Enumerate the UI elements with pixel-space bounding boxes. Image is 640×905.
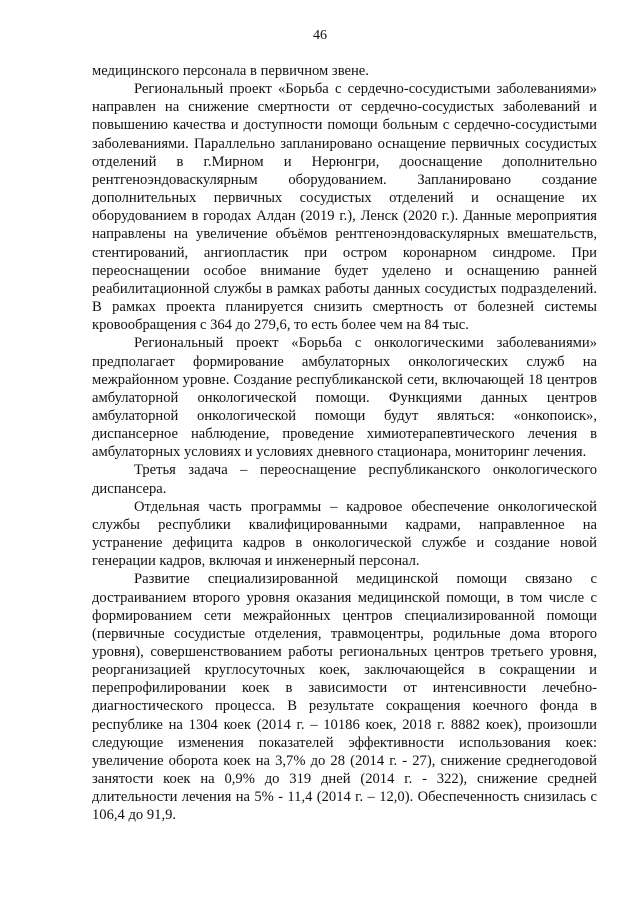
paragraph-specialized-care: Развитие специализированной медицинской помощи связано с достраиванием второго уровня оказания медицинской помощи, в том числе с формированием сети межрайонных центров специализированной помощи (первичные сосудистые отделения, травмоцентры, родильные дома второго уровня), совершенствованием работы региональных центров третьего уровня, реорганизацией круглосуточных коек, заключающейся в сокращении и перепрофилировании коек в зависимости от интенсивности лечебно-диагностического процесса. В результате сокращения коечного фонда в республике на 1304 коек (2014 г. – 10186 коек, 2018 г. 8882 коек), произошли следующие изменения показателей эффективности использования коек: увеличение оборота коек на 3,7% до 28 (2014 г. - 27), снижение среднегодовой занятости коек на 0,9% до 319 дней (2014 г. - 322), снижение средней длительности лечения на 5% - 11,4 (2014 г. – 12,0). Обеспеченность снизилась с 106,4 до 91,9. [92,571,597,824]
paragraph-continuation: медицинского персонала в первичном звене. [92,63,369,79]
document-body [92,62,597,825]
page-number: 46 [313,28,327,43]
paragraph-staffing: Отдельная часть программы – кадровое обеспечение онкологической службы республики квалифицированными кадрами, направленное на устранение дефицита кадров в онкологической службе и создание новой генерации кадров, включая и инженерный персонал. [92,498,597,570]
paragraph-third-task: Третья задача – переоснащение республиканского онкологического диспансера. [92,462,597,497]
paragraph-cardiovascular-project: Региональный проект «Борьба с сердечно-сосудистыми заболеваниями» направлен на снижение смертности от сердечно-сосудистых заболеваний и повышению качества и доступности помощи больным с сердечно-сосудистыми заболеваниями. Параллельно запланировано оснащение первичных сосудистых отделений в г.Мирном и Нерюнгри, дооснащение дополнительно рентгеноэндоваскулярным оборудованием. Запланировано создание дополнительных первичных сосудистых отделений и оснащение их оборудованием в городах Алдан (2019 г.), Ленск (2020 г.). Данные мероприятия направлены на увеличение объёмов рентгеноэндоваскулярных вмешательств, стентирований, ангиопластик при остром коронарном синдроме. При переоснащении особое внимание будет уделено и оснащению ранней реабилитационной службы в рамках работы данных сосудистых подразделений. В рамках проекта планируется снизить смертность от болезней системы кровообращения с 364 до 279,6, то есть более чем на 84 тыс. [92,81,597,334]
paragraph-oncology-project: Региональный проект «Борьба с онкологическими заболеваниями» предполагает формирование амбулаторных онкологических служб на межрайонном уровне. Создание республиканской сети, включающей 18 центров амбулаторной онкологической помощи. Функциями данных центров амбулаторной онкологической помощи будут являться: «онкопоиск», диспансерное наблюдение, проведение химиотерапевтического лечения в амбулаторных условиях и условиях дневного стационара, мониторинг лечения. [92,335,597,461]
